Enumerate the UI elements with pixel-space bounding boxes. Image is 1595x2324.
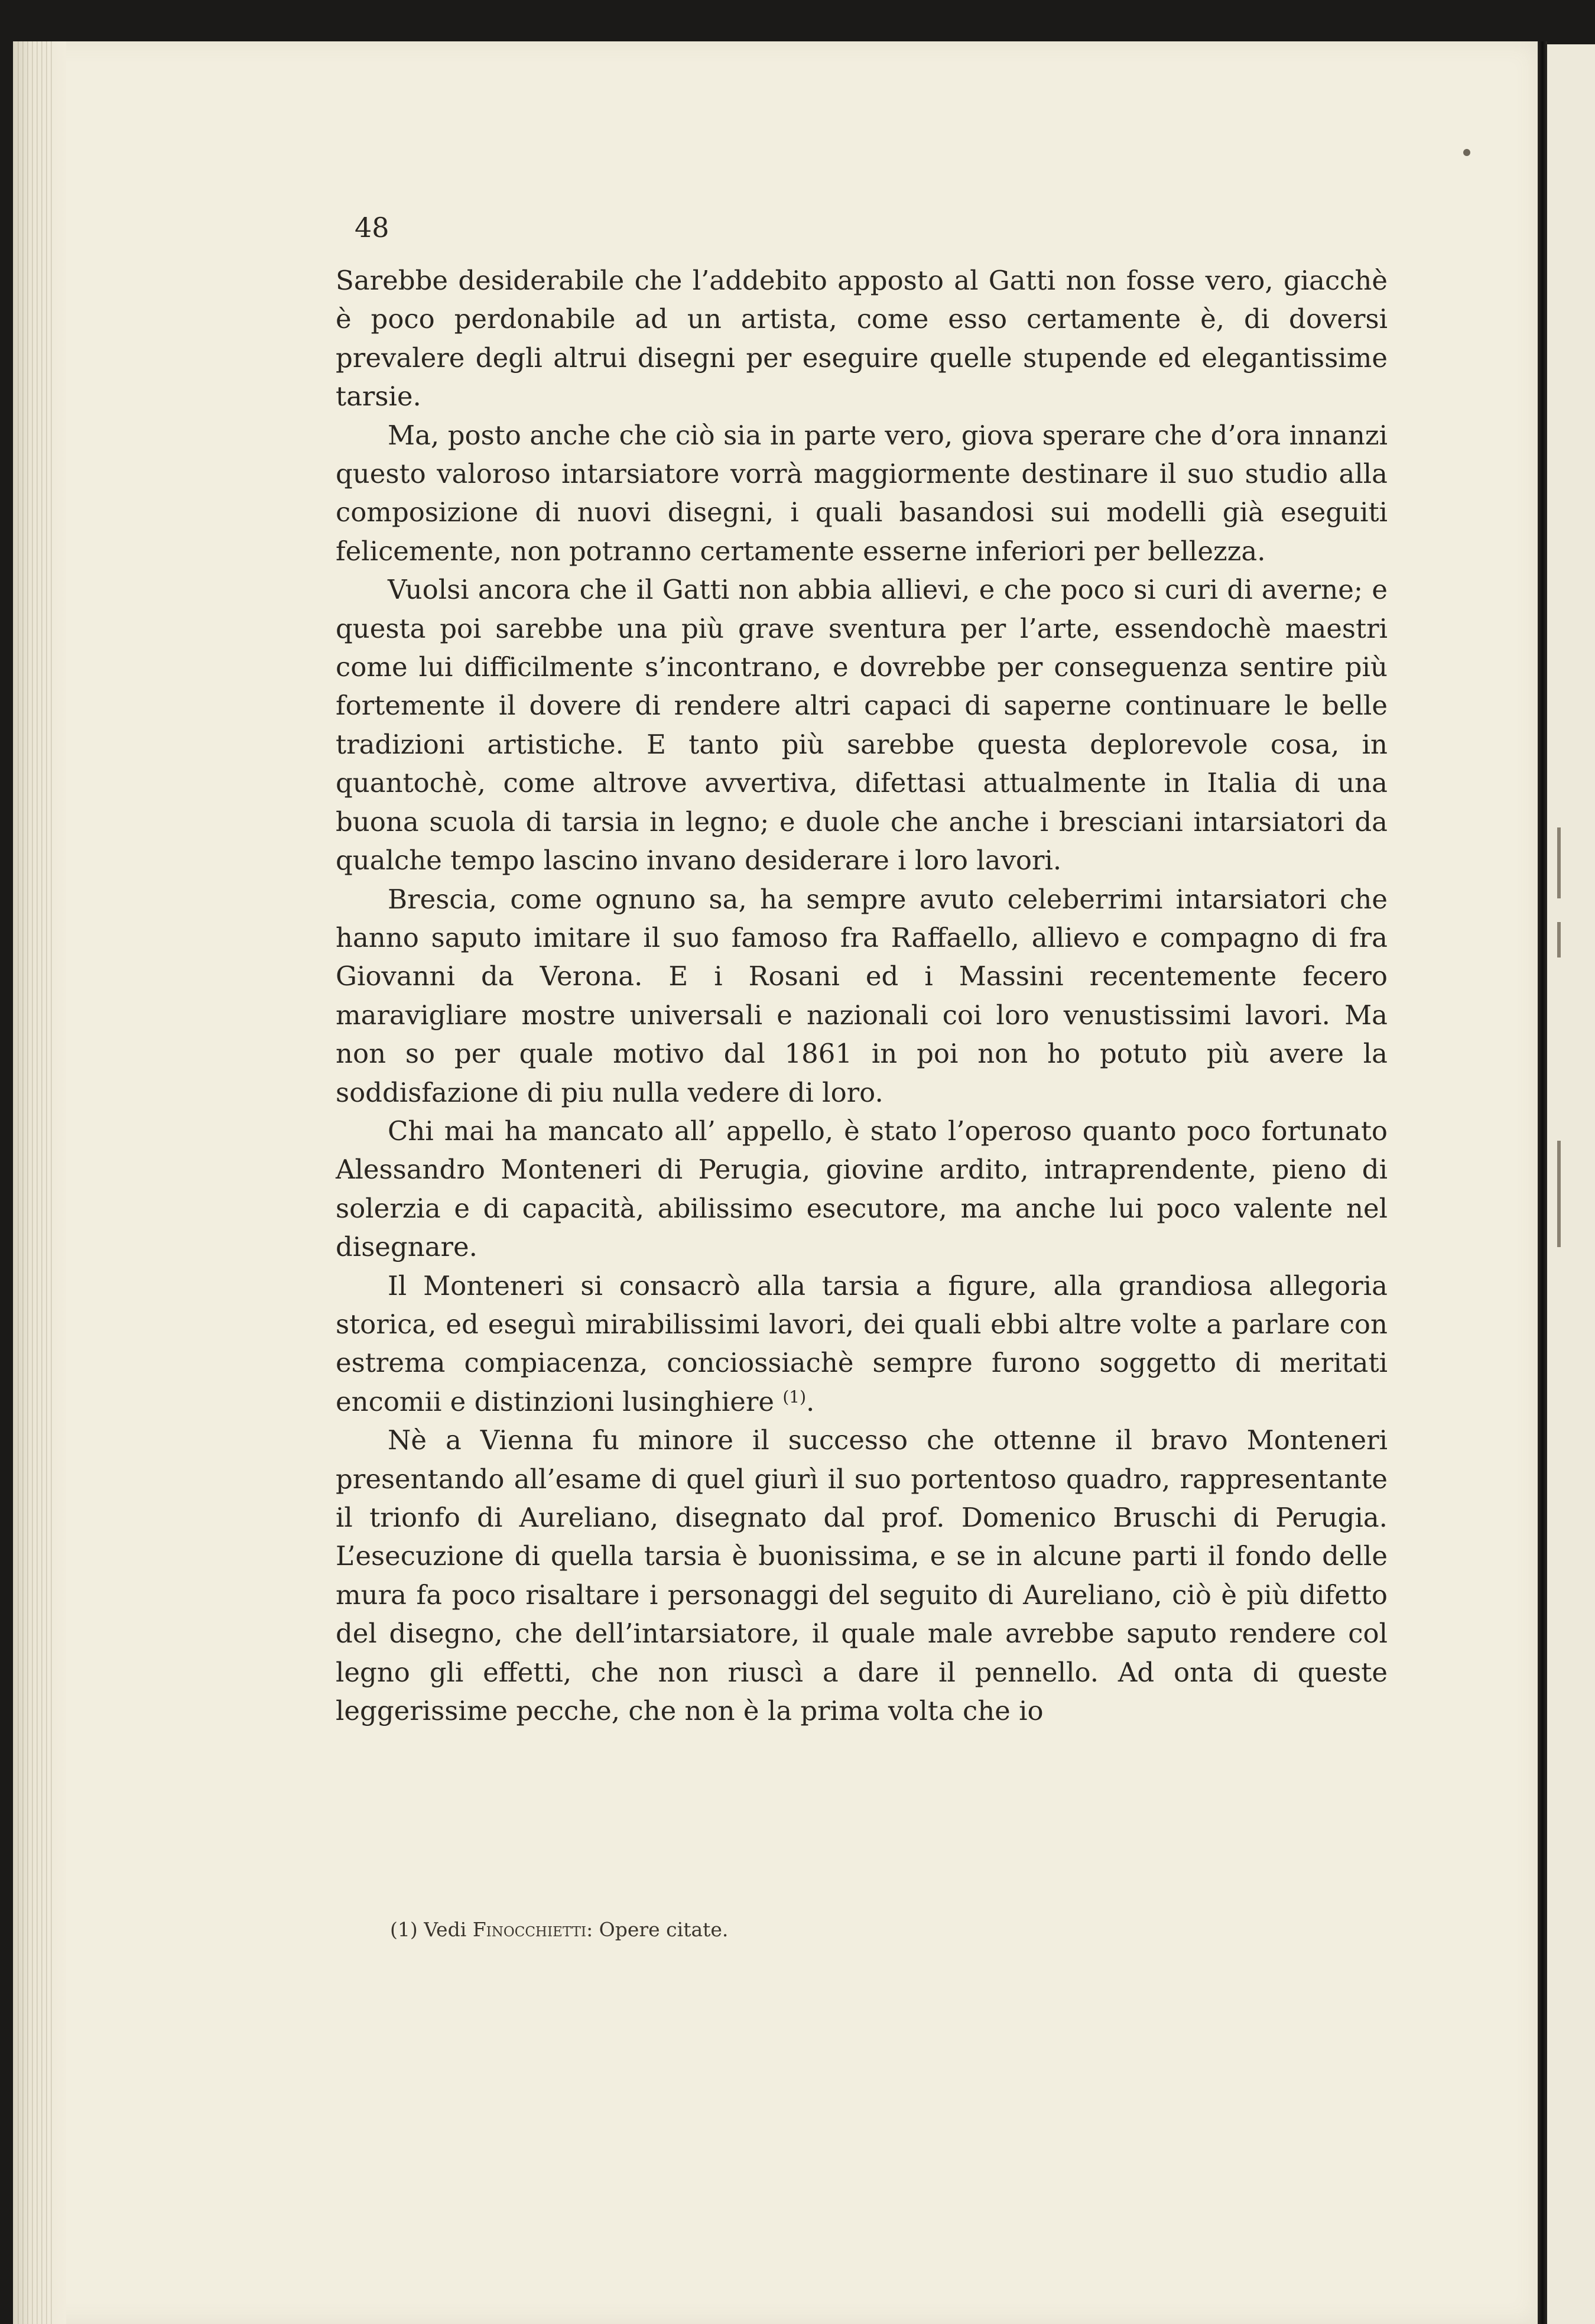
facing-page-mark xyxy=(1557,827,1561,898)
paragraph: Chi mai ha mancato all’ appello, è stato l’operoso quanto poco fortunato Alessandro Monteneri di Perugia, giovine ardito, intraprendente, pieno di solerzia e di capacità, abilissimo esecutore, ma anche lui poco valente nel disegnare. xyxy=(336,1115,1388,1263)
footnote xyxy=(390,1920,728,1939)
paragraph: Vuolsi ancora che il Gatti non abbia allievi, e che poco si curi di averne; e questa poi sarebbe una più grave sventura per l’arte, essendochè maestri come lui difficilmente s’incontrano, e dovrebbe per conseguenza sentire più fortemente il dovere di rendere altri capaci di saperne continuare le belle tradizioni artistiche. E tanto più sarebbe questa deplorevole cosa, in quantochè, come altrove avvertiva, difettasi attualmente in Italia di una buona scuola di tarsia in legno; e duole che anche i bresciani intarsiatori da qualche tempo lascino invano desiderare i loro lavori. xyxy=(336,574,1388,877)
page-stack-lines xyxy=(18,41,53,2324)
body-text xyxy=(336,261,1388,1730)
paragraph-with-footnote xyxy=(336,1267,1388,1421)
footnote-text: : Opere citate. xyxy=(586,1918,729,1941)
book-gutter xyxy=(1538,41,1547,2324)
paragraph-text: Il Monteneri si consacrò alla tarsia a figure, alla grandiosa allegoria storica, ed eseguì mirabilissimi lavori, dei quali ebbi altre volte a parlare con estrema compiacenza, conciossiachè sempre furono soggetto di meritati encomii e distinzioni lusinghiere xyxy=(336,1270,1388,1417)
page-number: 48 xyxy=(355,212,389,244)
paragraph: Nè a Vienna fu minore il successo che ottenne il bravo Monteneri presentando all’esame di quel giurì il suo portentoso quadro, rappresentante il trionfo di Aureliano, disegnato dal prof. Domenico Bruschi di Perugia. L’esecuzione di quella tarsia è buonissima, e se in alcune parti il fondo delle mura fa poco risaltare i personaggi del seguito di Aureliano, ciò è più difetto del disegno, che dell’intarsiatore, il quale male avrebbe saputo rendere col legno gli effetti, che non riuscì a dare il pennello. Ad onta di queste leggerissime pecche, che non è la prima volta che io xyxy=(336,1424,1388,1727)
paragraph: Brescia, come ognuno sa, ha sempre avuto celeberrimi intarsiatori che hanno saputo imitare il suo famoso fra Raffaello, allievo e compagno di fra Giovanni da Verona. E i Rosani ed i Massini recentemente fecero maravigliare mostre universali e nazionali coi loro venustissimi lavori. Ma non so per quale motivo dal 1861 in poi non ho potuto più avere la soddisfazione di piu nulla vedere di loro. xyxy=(336,883,1388,1108)
footnote-marker: (1) xyxy=(390,1918,418,1941)
facing-page-mark xyxy=(1557,922,1561,957)
footnote-prefix: Vedi xyxy=(424,1918,467,1941)
paragraph-end: . xyxy=(806,1385,815,1417)
paragraph: Sarebbe desiderabile che l’addebito apposto al Gatti non fosse vero, giacchè è poco perdonabile ad un artista, come esso certamente è, di doversi prevalere degli altrui disegni per eseguire quelle stupende ed elegantissime tarsie. xyxy=(336,265,1388,413)
footnote-reference[interactable]: (1) xyxy=(782,1387,807,1407)
page-spot xyxy=(1463,149,1470,156)
paragraph: Ma, posto anche che ciò sia in parte vero, giova sperare che d’ora innanzi questo valoroso intarsiatore vorrà maggiormente destinare il suo studio alla composizione di nuovi disegni, i quali basandosi sui modelli già eseguiti felicemente, non potranno certamente esserne inferiori per bellezza. xyxy=(336,419,1388,567)
facing-page-mark xyxy=(1557,1141,1561,1247)
facing-page-edge xyxy=(1547,44,1595,2324)
footnote-author: Finocchietti xyxy=(472,1918,587,1941)
